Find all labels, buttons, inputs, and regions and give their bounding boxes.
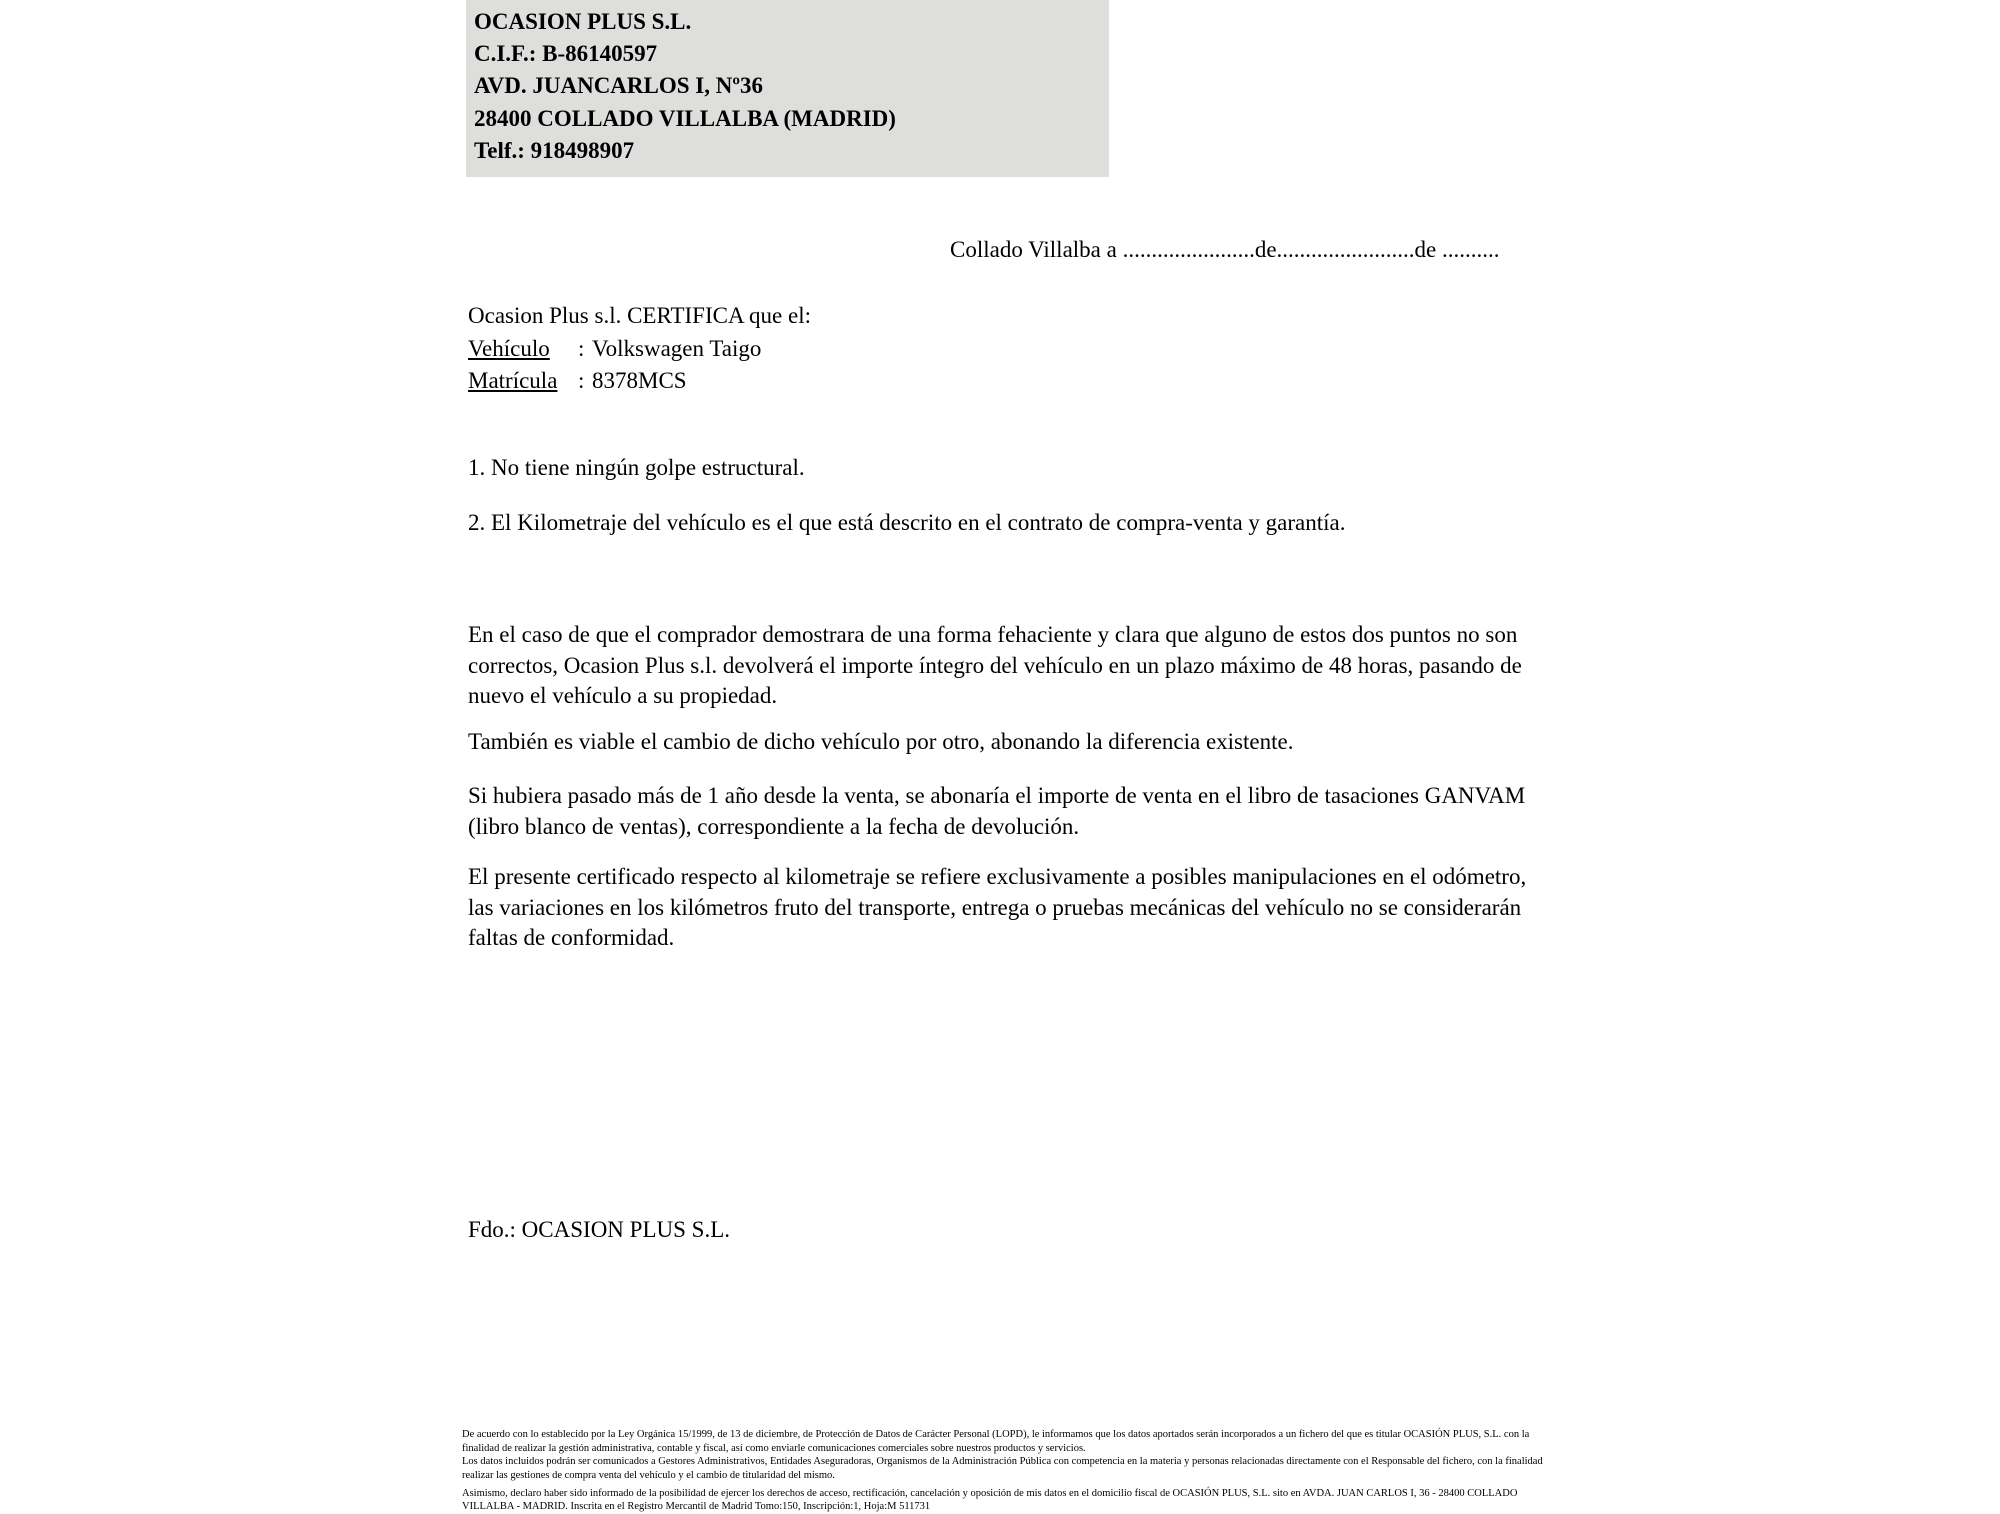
letterhead-address: AVD. JUANCARLOS I, Nº36 xyxy=(474,73,763,99)
certified-point-1: 1. No tiene ningún golpe estructural. xyxy=(468,455,805,480)
plate-field-value: 8378MCS xyxy=(592,368,687,394)
letterhead-company-name: OCASION PLUS S.L. xyxy=(474,9,692,34)
certification-intro: Ocasion Plus s.l. CERTIFICA que el: xyxy=(468,303,811,328)
body-paragraph-2: También es viable el cambio de dicho vehículo por otro, abonando la diferencia existente. xyxy=(468,729,1294,754)
letterhead-city: 28400 COLLADO VILLALBA (MADRID) xyxy=(474,105,896,131)
signature-line: Fdo.: OCASION PLUS S.L. xyxy=(468,1217,730,1242)
vehicle-field-colon: : xyxy=(578,335,585,361)
letterhead-cif: C.I.F.: B-86140597 xyxy=(474,41,658,67)
date-line: Collado Villalba a .......................de........................de .......... xyxy=(950,237,1500,262)
vehicle-field-row xyxy=(468,333,811,366)
legal-paragraph-1: De acuerdo con lo establecido por la Ley Orgánica 15/1999, de 13 de diciembre, de Protección de Datos de Carácter Personal (LOPD), le informamos que los datos aportados serán incorporados a un fichero del que es titular OCASIÓN PLUS, S.L. con la finalidad de realizar la gestión administrativa, contable y fiscal, así como enviarle comunicaciones comerciales sobre nuestros productos y servicios. xyxy=(462,1429,1530,1454)
vehicle-field-value: Volkswagen Taigo xyxy=(592,335,762,361)
letterhead-phone: Telf.: 918498907 xyxy=(474,137,635,163)
certification-block xyxy=(468,300,811,398)
legal-paragraph-3: Asimismo, declaro haber sido informado de la posibilidad de ejercer los derechos de acceso, rectificación, cancelación y oposición de mis datos en el domicilio fiscal de OCASIÓN PLUS, S.L. sito en AVDA. JUAN CARLOS I, 36 - 28400 COLLADO VILLALBA - MADRID. Inscrita en el Registro Mercantil de Madrid Tomo:150, Inscripción:1, Hoja:M 511731 xyxy=(462,1487,1518,1513)
body-paragraph-3: Si hubiera pasado más de 1 año desde la venta, se abonaría el importe de venta en el libro de tasaciones GANVAM (libro blanco de ventas), correspondiente a la fecha de devolución. xyxy=(468,783,1526,839)
plate-field-row xyxy=(468,365,811,398)
legal-footer xyxy=(462,1428,1552,1514)
body-paragraph-4: El presente certificado respecto al kilometraje se refiere exclusivamente a posibles manipulaciones en el odómetro, las variaciones en los kilómetros fruto del transporte, entrega o pruebas mecánicas del vehículo no se considerarán faltas de conformidad. xyxy=(468,864,1527,951)
vehicle-field-label: Vehículo xyxy=(468,335,550,361)
plate-field-label: Matrícula xyxy=(468,368,558,394)
plate-field-colon: : xyxy=(578,368,585,394)
certified-point-2: 2. El Kilometraje del vehículo es el que está descrito en el contrato de compra-venta y garantía. xyxy=(468,510,1346,535)
legal-paragraph-2: Los datos incluidos podrán ser comunicados a Gestores Administrativos, Entidades Aseguradoras, Organismos de la Administración Pública con competencia en la materia y personas relacionadas directamente con el Responsable del fichero, con la finalidad realizar las gestiones de compra venta del vehículo y el cambio de titularidad del mismo. xyxy=(462,1456,1543,1481)
company-letterhead xyxy=(466,0,1109,177)
body-paragraph-1: En el caso de que el comprador demostrara de una forma fehaciente y clara que alguno de estos dos puntos no son correctos, Ocasion Plus s.l. devolverá el importe íntegro del vehículo en un plazo máximo de 48 horas, pasando de nuevo el vehículo a su propiedad. xyxy=(468,622,1522,709)
